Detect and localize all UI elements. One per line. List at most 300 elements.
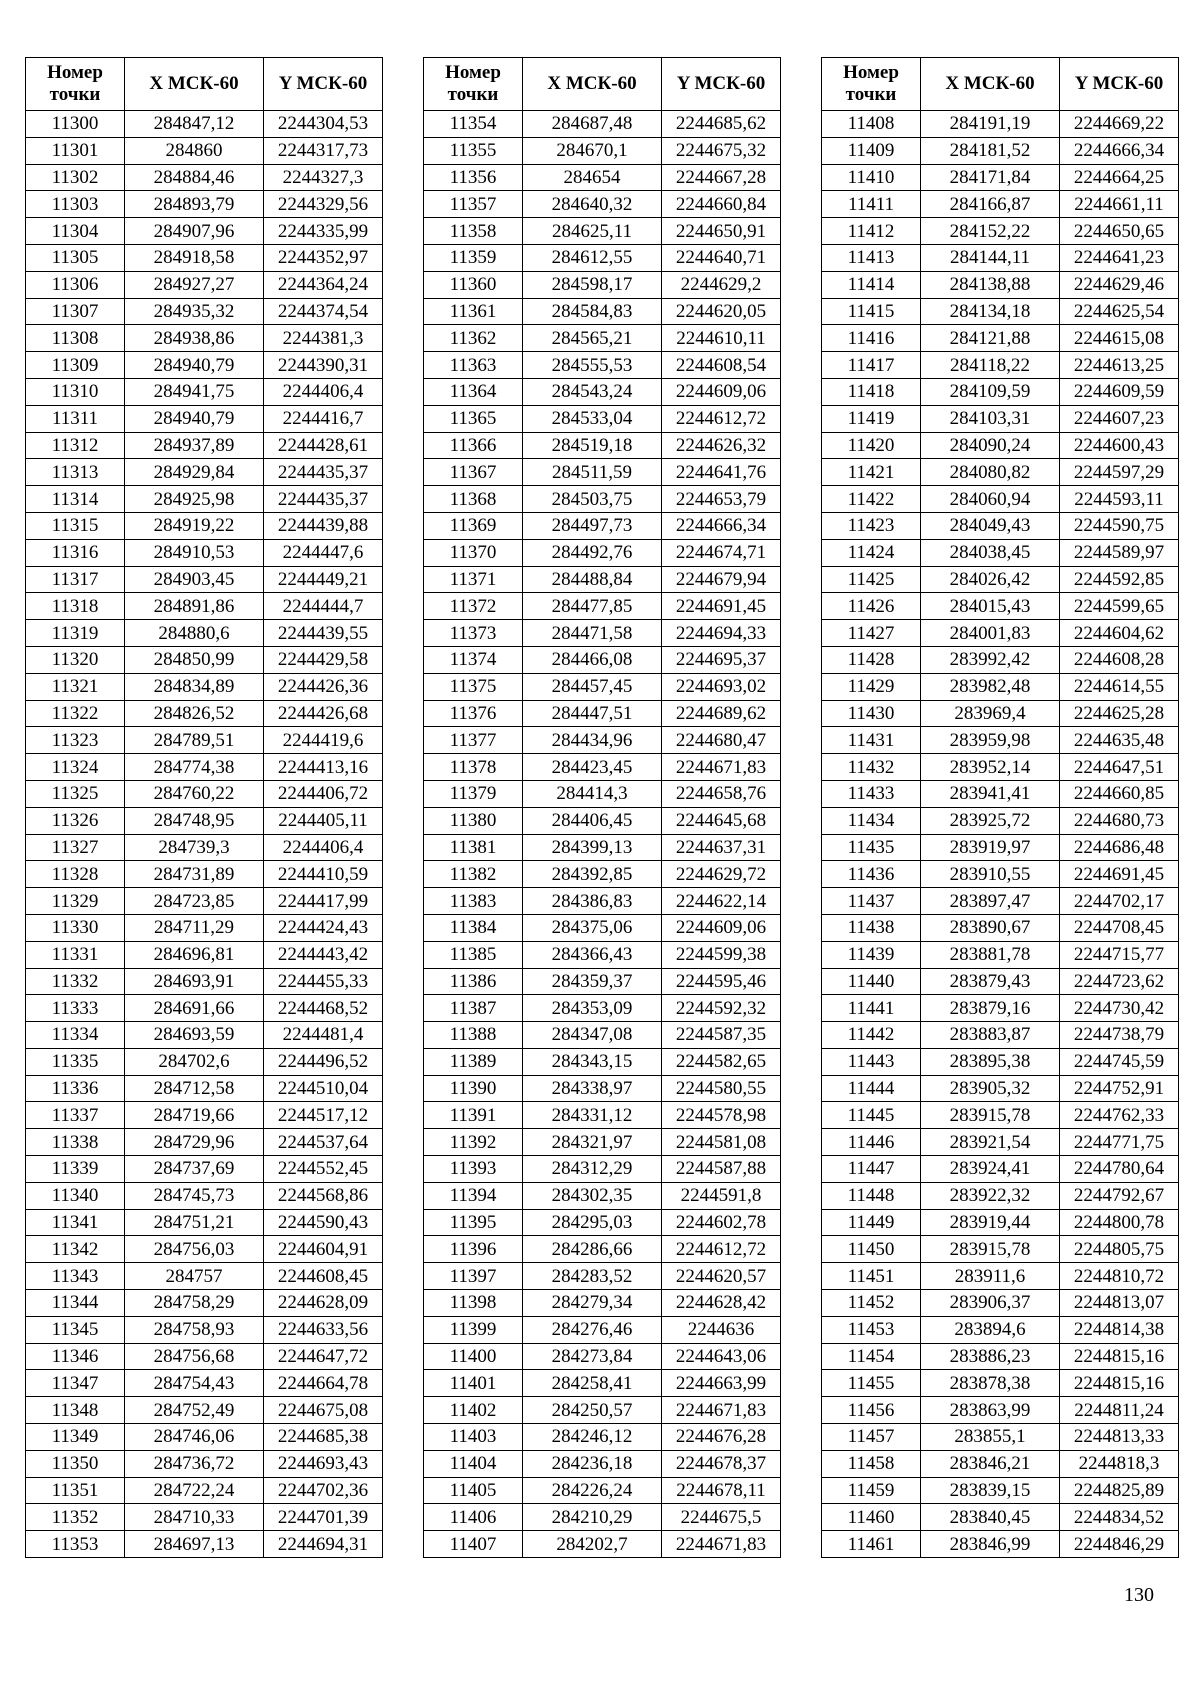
point-number-cell: 11403 (424, 1424, 523, 1451)
header-x-coordinate: X МСК-60 (523, 58, 662, 111)
x-coordinate-cell: 284696,81 (125, 941, 264, 968)
x-coordinate-cell: 284295,03 (523, 1209, 662, 1236)
point-number-cell: 11406 (424, 1504, 523, 1531)
x-coordinate-cell: 284880,6 (125, 620, 264, 647)
point-number-cell: 11351 (26, 1477, 125, 1504)
table-row (822, 834, 1179, 861)
table-row (26, 298, 383, 325)
point-number-cell: 11458 (822, 1450, 921, 1477)
point-number-cell: 11435 (822, 834, 921, 861)
table-row (424, 1048, 781, 1075)
point-number-cell: 11343 (26, 1263, 125, 1290)
y-coordinate-cell: 2244406,4 (264, 378, 383, 405)
x-coordinate-cell: 284038,45 (921, 539, 1060, 566)
point-number-cell: 11306 (26, 271, 125, 298)
table-row (822, 646, 1179, 673)
y-coordinate-cell: 2244685,62 (662, 111, 781, 138)
point-number-cell: 11378 (424, 754, 523, 781)
y-coordinate-cell: 2244537,64 (264, 1129, 383, 1156)
point-number-cell: 11386 (424, 968, 523, 995)
x-coordinate-cell: 284015,43 (921, 593, 1060, 620)
table-row (26, 1182, 383, 1209)
y-coordinate-cell: 2244675,08 (264, 1397, 383, 1424)
point-number-cell: 11407 (424, 1531, 523, 1558)
table-row (26, 807, 383, 834)
x-coordinate-cell: 284670,1 (523, 137, 662, 164)
table-row (26, 111, 383, 138)
table-row (424, 727, 781, 754)
x-coordinate-cell: 284937,89 (125, 432, 264, 459)
y-coordinate-cell: 2244825,89 (1060, 1477, 1179, 1504)
point-number-cell: 11436 (822, 861, 921, 888)
point-number-cell: 11408 (822, 111, 921, 138)
y-coordinate-cell: 2244443,42 (264, 941, 383, 968)
y-coordinate-cell: 2244650,65 (1060, 218, 1179, 245)
x-coordinate-cell: 284103,31 (921, 405, 1060, 432)
point-number-cell: 11455 (822, 1370, 921, 1397)
table-row (424, 593, 781, 620)
y-coordinate-cell: 2244604,91 (264, 1236, 383, 1263)
table-row (822, 1129, 1179, 1156)
y-coordinate-cell: 2244675,32 (662, 137, 781, 164)
table-row (822, 700, 1179, 727)
y-coordinate-cell: 2244702,17 (1060, 888, 1179, 915)
x-coordinate-cell: 284250,57 (523, 1397, 662, 1424)
x-coordinate-cell: 284691,66 (125, 995, 264, 1022)
x-coordinate-cell: 283919,44 (921, 1209, 1060, 1236)
point-number-cell: 11311 (26, 405, 125, 432)
point-number-cell: 11379 (424, 780, 523, 807)
y-coordinate-cell: 2244647,72 (264, 1343, 383, 1370)
table-row (822, 1290, 1179, 1317)
x-coordinate-cell: 284226,24 (523, 1477, 662, 1504)
table-row (424, 914, 781, 941)
y-coordinate-cell: 2244666,34 (662, 512, 781, 539)
point-number-cell: 11327 (26, 834, 125, 861)
table-row (822, 352, 1179, 379)
table-row (424, 539, 781, 566)
y-coordinate-cell: 2244834,52 (1060, 1504, 1179, 1531)
x-coordinate-cell: 283922,32 (921, 1182, 1060, 1209)
point-number-cell: 11399 (424, 1316, 523, 1343)
table-row (822, 1504, 1179, 1531)
y-coordinate-cell: 2244591,8 (662, 1182, 781, 1209)
y-coordinate-cell: 2244674,71 (662, 539, 781, 566)
x-coordinate-cell: 284826,52 (125, 700, 264, 727)
x-coordinate-cell: 284338,97 (523, 1075, 662, 1102)
table-row (424, 432, 781, 459)
point-number-cell: 11453 (822, 1316, 921, 1343)
table-row (822, 1397, 1179, 1424)
point-number-cell: 11433 (822, 780, 921, 807)
table-row (822, 566, 1179, 593)
point-number-cell: 11301 (26, 137, 125, 164)
point-number-cell: 11423 (822, 512, 921, 539)
table-body (424, 111, 781, 1558)
y-coordinate-cell: 2244590,43 (264, 1209, 383, 1236)
x-coordinate-cell: 284353,09 (523, 995, 662, 1022)
y-coordinate-cell: 2244625,54 (1060, 298, 1179, 325)
x-coordinate-cell: 284312,29 (523, 1156, 662, 1183)
y-coordinate-cell: 2244615,08 (1060, 325, 1179, 352)
table-row (424, 1343, 781, 1370)
table-row (26, 861, 383, 888)
y-coordinate-cell: 2244647,51 (1060, 754, 1179, 781)
x-coordinate-cell: 283921,54 (921, 1129, 1060, 1156)
y-coordinate-cell: 2244771,75 (1060, 1129, 1179, 1156)
x-coordinate-cell: 284719,66 (125, 1102, 264, 1129)
x-coordinate-cell: 284850,99 (125, 646, 264, 673)
point-number-cell: 11316 (26, 539, 125, 566)
table-row (26, 1075, 383, 1102)
x-coordinate-cell: 284940,79 (125, 405, 264, 432)
y-coordinate-cell: 2244374,54 (264, 298, 383, 325)
table-body (26, 111, 383, 1558)
y-coordinate-cell: 2244568,86 (264, 1182, 383, 1209)
x-coordinate-cell: 283840,45 (921, 1504, 1060, 1531)
y-coordinate-cell: 2244752,91 (1060, 1075, 1179, 1102)
table-row (822, 968, 1179, 995)
table-row (26, 1102, 383, 1129)
x-coordinate-cell: 284258,41 (523, 1370, 662, 1397)
x-coordinate-cell: 284138,88 (921, 271, 1060, 298)
table-row (424, 888, 781, 915)
point-number-cell: 11336 (26, 1075, 125, 1102)
point-number-cell: 11394 (424, 1182, 523, 1209)
x-coordinate-cell: 284210,29 (523, 1504, 662, 1531)
x-coordinate-cell: 283894,6 (921, 1316, 1060, 1343)
y-coordinate-cell: 2244693,43 (264, 1450, 383, 1477)
y-coordinate-cell: 2244406,4 (264, 834, 383, 861)
table-row (26, 218, 383, 245)
y-coordinate-cell: 2244626,32 (662, 432, 781, 459)
x-coordinate-cell: 284927,27 (125, 271, 264, 298)
table-row (424, 298, 781, 325)
y-coordinate-cell: 2244708,45 (1060, 914, 1179, 941)
x-coordinate-cell: 284910,53 (125, 539, 264, 566)
x-coordinate-cell: 284118,22 (921, 352, 1060, 379)
x-coordinate-cell: 284279,34 (523, 1290, 662, 1317)
y-coordinate-cell: 2244329,56 (264, 191, 383, 218)
point-number-cell: 11405 (424, 1477, 523, 1504)
x-coordinate-cell: 284026,42 (921, 566, 1060, 593)
table-row (424, 405, 781, 432)
table-row (822, 995, 1179, 1022)
point-number-cell: 11454 (822, 1343, 921, 1370)
point-number-cell: 11443 (822, 1048, 921, 1075)
y-coordinate-cell: 2244643,06 (662, 1343, 781, 1370)
table-row (822, 1102, 1179, 1129)
y-coordinate-cell: 2244381,3 (264, 325, 383, 352)
x-coordinate-cell: 283919,97 (921, 834, 1060, 861)
point-number-cell: 11416 (822, 325, 921, 352)
y-coordinate-cell: 2244633,56 (264, 1316, 383, 1343)
table-row (822, 914, 1179, 941)
y-coordinate-cell: 2244428,61 (264, 432, 383, 459)
y-coordinate-cell: 2244693,02 (662, 673, 781, 700)
point-number-cell: 11338 (26, 1129, 125, 1156)
point-number-cell: 11353 (26, 1531, 125, 1558)
x-coordinate-cell: 284693,59 (125, 1022, 264, 1049)
point-number-cell: 11307 (26, 298, 125, 325)
x-coordinate-cell: 284711,29 (125, 914, 264, 941)
point-number-cell: 11352 (26, 1504, 125, 1531)
y-coordinate-cell: 2244589,97 (1060, 539, 1179, 566)
y-coordinate-cell: 2244435,37 (264, 486, 383, 513)
point-number-cell: 11317 (26, 566, 125, 593)
x-coordinate-cell: 284321,97 (523, 1129, 662, 1156)
y-coordinate-cell: 2244702,36 (264, 1477, 383, 1504)
y-coordinate-cell: 2244653,79 (662, 486, 781, 513)
x-coordinate-cell: 284929,84 (125, 459, 264, 486)
y-coordinate-cell: 2244671,83 (662, 1397, 781, 1424)
x-coordinate-cell: 284625,11 (523, 218, 662, 245)
x-coordinate-cell: 284181,52 (921, 137, 1060, 164)
table-row (822, 1075, 1179, 1102)
point-number-cell: 11431 (822, 727, 921, 754)
point-number-cell: 11313 (26, 459, 125, 486)
table-row (424, 459, 781, 486)
point-number-cell: 11418 (822, 378, 921, 405)
table-row (26, 432, 383, 459)
point-number-cell: 11456 (822, 1397, 921, 1424)
table-row (424, 137, 781, 164)
point-number-cell: 11392 (424, 1129, 523, 1156)
table-row (26, 968, 383, 995)
point-number-cell: 11377 (424, 727, 523, 754)
x-coordinate-cell: 284286,66 (523, 1236, 662, 1263)
point-number-cell: 11393 (424, 1156, 523, 1183)
table-row (26, 620, 383, 647)
table-row (26, 941, 383, 968)
header-row (424, 58, 781, 111)
header-point-number: Номер точки (26, 58, 125, 111)
point-number-cell: 11437 (822, 888, 921, 915)
y-coordinate-cell: 2244424,43 (264, 914, 383, 941)
y-coordinate-cell: 2244640,71 (662, 244, 781, 271)
table-row (424, 1290, 781, 1317)
point-number-cell: 11361 (424, 298, 523, 325)
point-number-cell: 11340 (26, 1182, 125, 1209)
table-row (424, 378, 781, 405)
table-row (822, 1156, 1179, 1183)
point-number-cell: 11446 (822, 1129, 921, 1156)
y-coordinate-cell: 2244666,34 (1060, 137, 1179, 164)
x-coordinate-cell: 283910,55 (921, 861, 1060, 888)
y-coordinate-cell: 2244695,37 (662, 646, 781, 673)
header-point-number: Номер точки (424, 58, 523, 111)
point-number-cell: 11319 (26, 620, 125, 647)
coordinate-table (821, 57, 1179, 1558)
point-number-cell: 11357 (424, 191, 523, 218)
y-coordinate-cell: 2244691,45 (1060, 861, 1179, 888)
point-number-cell: 11384 (424, 914, 523, 941)
point-number-cell: 11383 (424, 888, 523, 915)
table-row (26, 1450, 383, 1477)
x-coordinate-cell: 284903,45 (125, 566, 264, 593)
x-coordinate-cell: 284756,03 (125, 1236, 264, 1263)
point-number-cell: 11348 (26, 1397, 125, 1424)
point-number-cell: 11438 (822, 914, 921, 941)
y-coordinate-cell: 2244607,23 (1060, 405, 1179, 432)
table-row (822, 378, 1179, 405)
x-coordinate-cell: 284457,45 (523, 673, 662, 700)
point-number-cell: 11389 (424, 1048, 523, 1075)
x-coordinate-cell: 283924,41 (921, 1156, 1060, 1183)
y-coordinate-cell: 2244317,73 (264, 137, 383, 164)
point-number-cell: 11360 (424, 271, 523, 298)
table-row (822, 780, 1179, 807)
point-number-cell: 11315 (26, 512, 125, 539)
x-coordinate-cell: 284414,3 (523, 780, 662, 807)
y-coordinate-cell: 2244660,84 (662, 191, 781, 218)
y-coordinate-cell: 2244660,85 (1060, 780, 1179, 807)
point-number-cell: 11330 (26, 914, 125, 941)
point-number-cell: 11457 (822, 1424, 921, 1451)
y-coordinate-cell: 2244595,46 (662, 968, 781, 995)
y-coordinate-cell: 2244813,33 (1060, 1424, 1179, 1451)
table-row (424, 352, 781, 379)
y-coordinate-cell: 2244406,72 (264, 780, 383, 807)
point-number-cell: 11390 (424, 1075, 523, 1102)
point-number-cell: 11420 (822, 432, 921, 459)
table-row (424, 1450, 781, 1477)
x-coordinate-cell: 284519,18 (523, 432, 662, 459)
point-number-cell: 11300 (26, 111, 125, 138)
table-row (822, 673, 1179, 700)
y-coordinate-cell: 2244439,55 (264, 620, 383, 647)
y-coordinate-cell: 2244609,59 (1060, 378, 1179, 405)
y-coordinate-cell: 2244636 (662, 1316, 781, 1343)
table-row (26, 995, 383, 1022)
table-row (822, 1477, 1179, 1504)
y-coordinate-cell: 2244694,33 (662, 620, 781, 647)
table-row (424, 1316, 781, 1343)
y-coordinate-cell: 2244582,65 (662, 1048, 781, 1075)
point-number-cell: 11411 (822, 191, 921, 218)
x-coordinate-cell: 284847,12 (125, 111, 264, 138)
x-coordinate-cell: 284893,79 (125, 191, 264, 218)
x-coordinate-cell: 284331,12 (523, 1102, 662, 1129)
x-coordinate-cell: 284702,6 (125, 1048, 264, 1075)
table-row (822, 164, 1179, 191)
table-row (26, 486, 383, 513)
y-coordinate-cell: 2244447,6 (264, 539, 383, 566)
x-coordinate-cell: 284938,86 (125, 325, 264, 352)
y-coordinate-cell: 2244745,59 (1060, 1048, 1179, 1075)
point-number-cell: 11442 (822, 1022, 921, 1049)
y-coordinate-cell: 2244628,42 (662, 1290, 781, 1317)
table-row (424, 673, 781, 700)
y-coordinate-cell: 2244680,73 (1060, 807, 1179, 834)
y-coordinate-cell: 2244593,11 (1060, 486, 1179, 513)
table-row (26, 888, 383, 915)
page-number: 130 (1124, 1584, 1154, 1606)
point-number-cell: 11304 (26, 218, 125, 245)
x-coordinate-cell: 284907,96 (125, 218, 264, 245)
point-number-cell: 11314 (26, 486, 125, 513)
x-coordinate-cell: 284434,96 (523, 727, 662, 754)
point-number-cell: 11449 (822, 1209, 921, 1236)
table-row (26, 1504, 383, 1531)
y-coordinate-cell: 2244410,59 (264, 861, 383, 888)
x-coordinate-cell: 284466,08 (523, 646, 662, 673)
coordinate-table (423, 57, 781, 1558)
table-row (26, 1236, 383, 1263)
table-row (26, 512, 383, 539)
coordinate-table (25, 57, 383, 1558)
y-coordinate-cell: 2244439,88 (264, 512, 383, 539)
point-number-cell: 11329 (26, 888, 125, 915)
x-coordinate-cell: 284343,15 (523, 1048, 662, 1075)
table-row (822, 1182, 1179, 1209)
table-row (424, 1397, 781, 1424)
x-coordinate-cell: 284276,46 (523, 1316, 662, 1343)
point-number-cell: 11397 (424, 1263, 523, 1290)
x-coordinate-cell: 283890,67 (921, 914, 1060, 941)
point-number-cell: 11432 (822, 754, 921, 781)
y-coordinate-cell: 2244811,24 (1060, 1397, 1179, 1424)
y-coordinate-cell: 2244679,94 (662, 566, 781, 593)
point-number-cell: 11410 (822, 164, 921, 191)
y-coordinate-cell: 2244678,11 (662, 1477, 781, 1504)
table-row (424, 164, 781, 191)
point-number-cell: 11430 (822, 700, 921, 727)
point-number-cell: 11331 (26, 941, 125, 968)
y-coordinate-cell: 2244592,85 (1060, 566, 1179, 593)
y-coordinate-cell: 2244691,45 (662, 593, 781, 620)
x-coordinate-cell: 284565,21 (523, 325, 662, 352)
point-number-cell: 11428 (822, 646, 921, 673)
y-coordinate-cell: 2244669,22 (1060, 111, 1179, 138)
table-row (424, 512, 781, 539)
x-coordinate-cell: 283863,99 (921, 1397, 1060, 1424)
x-coordinate-cell: 284918,58 (125, 244, 264, 271)
x-coordinate-cell: 284423,45 (523, 754, 662, 781)
point-number-cell: 11337 (26, 1102, 125, 1129)
x-coordinate-cell: 284891,86 (125, 593, 264, 620)
y-coordinate-cell: 2244625,28 (1060, 700, 1179, 727)
point-number-cell: 11365 (424, 405, 523, 432)
table-row (822, 1316, 1179, 1343)
y-coordinate-cell: 2244620,57 (662, 1263, 781, 1290)
y-coordinate-cell: 2244608,54 (662, 352, 781, 379)
point-number-cell: 11342 (26, 1236, 125, 1263)
table-row (26, 1316, 383, 1343)
table-row (822, 1424, 1179, 1451)
point-number-cell: 11452 (822, 1290, 921, 1317)
table-row (822, 1209, 1179, 1236)
table-row (26, 1156, 383, 1183)
point-number-cell: 11402 (424, 1397, 523, 1424)
x-coordinate-cell: 284584,83 (523, 298, 662, 325)
y-coordinate-cell: 2244645,68 (662, 807, 781, 834)
y-coordinate-cell: 2244417,99 (264, 888, 383, 915)
x-coordinate-cell: 284543,24 (523, 378, 662, 405)
y-coordinate-cell: 2244590,75 (1060, 512, 1179, 539)
x-coordinate-cell: 284941,75 (125, 378, 264, 405)
x-coordinate-cell: 284758,29 (125, 1290, 264, 1317)
point-number-cell: 11308 (26, 325, 125, 352)
y-coordinate-cell: 2244419,6 (264, 727, 383, 754)
x-coordinate-cell: 284166,87 (921, 191, 1060, 218)
y-coordinate-cell: 2244608,45 (264, 1263, 383, 1290)
x-coordinate-cell: 284729,96 (125, 1129, 264, 1156)
point-number-cell: 11419 (822, 405, 921, 432)
point-number-cell: 11318 (26, 593, 125, 620)
x-coordinate-cell: 284375,06 (523, 914, 662, 941)
point-number-cell: 11305 (26, 244, 125, 271)
